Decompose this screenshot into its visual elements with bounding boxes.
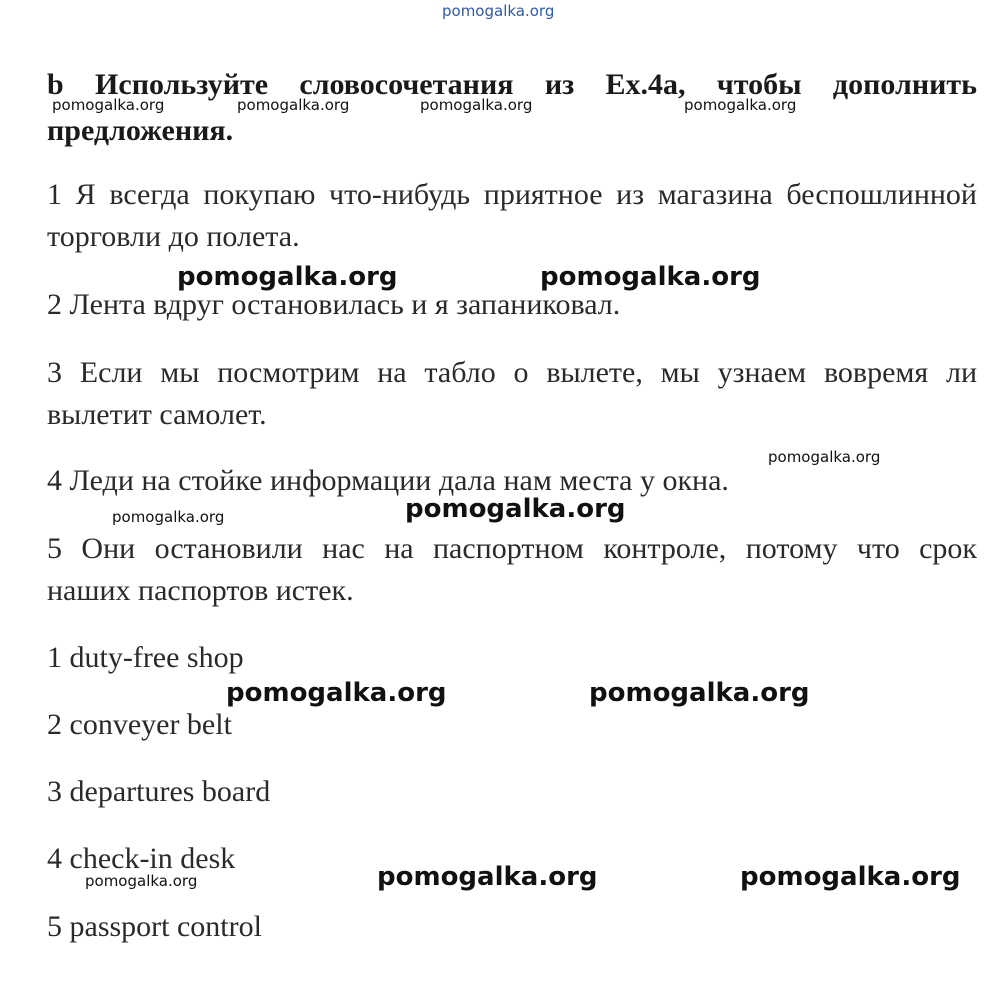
answer-5: 5 passport control [47,910,262,943]
sentence-1-cont: торговли до полета. [47,220,300,253]
answer-3: 3 departures board [47,775,271,808]
watermark: pomogalka.org [52,96,165,114]
sentence-5: 5 Они остановили нас на паспортном контроле, потому что срок [47,532,977,565]
watermark: pomogalka.org [768,448,881,466]
answer-2: 2 conveyer belt [47,708,232,741]
exercise-heading-cont: предложения. [47,114,234,147]
answer-1: 1 duty-free shop [47,641,244,674]
watermark: pomogalka.org [405,494,626,524]
watermark: pomogalka.org [112,508,225,526]
sentence-2: 2 Лента вдруг остановилась и я запаниковал. [47,288,621,321]
watermark: pomogalka.org [589,678,810,708]
watermark: pomogalka.org [237,96,350,114]
sentence-3: 3 Если мы посмотрим на табло о вылете, мы узнаем вовремя ли [47,356,977,389]
exercise-heading: b Используйте словосочетания из Ex.4a, чтобы дополнить [47,68,977,101]
watermark: pomogalka.org [740,862,961,892]
watermark: pomogalka.org [377,862,598,892]
watermark: pomogalka.org [226,678,447,708]
watermark: pomogalka.org [177,262,398,292]
sentence-4: 4 Леди на стойке информации дала нам места у окна. [47,464,729,497]
sentence-3-cont: вылетит самолет. [47,398,267,431]
watermark: pomogalka.org [420,96,533,114]
watermark: pomogalka.org [684,96,797,114]
watermark: pomogalka.org [442,2,555,20]
answer-4: 4 check-in desk [47,842,236,875]
watermark: pomogalka.org [85,872,198,890]
sentence-5-cont: наших паспортов истек. [47,574,354,607]
sentence-1: 1 Я всегда покупаю что-нибудь приятное из магазина беспошлинной [47,178,977,211]
watermark: pomogalka.org [540,262,761,292]
